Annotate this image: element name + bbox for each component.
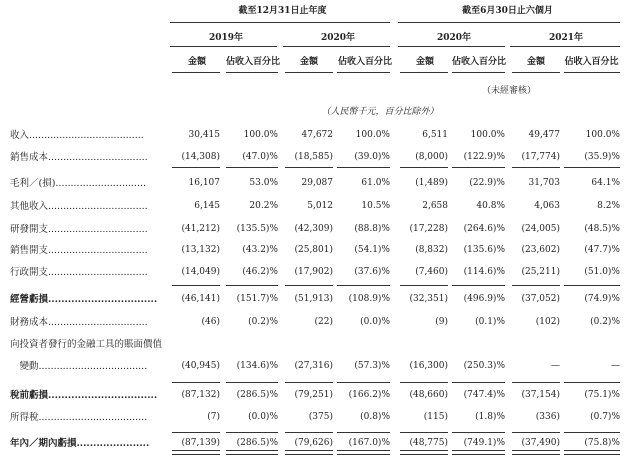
year-rule xyxy=(170,46,277,47)
cell-amount: 2,658 xyxy=(422,201,448,211)
subtotal-rule xyxy=(172,167,220,168)
cell-percent: (22.9)% xyxy=(469,178,505,188)
row-label: 銷售成本................................. xyxy=(10,152,148,163)
subtotal-rule xyxy=(172,382,220,383)
sub-amount: 金額 xyxy=(187,57,206,67)
cell-amount: — xyxy=(551,361,560,371)
year-rule xyxy=(510,46,620,47)
cell-percent: (35.9)% xyxy=(584,152,620,162)
cell-amount: (14,049) xyxy=(181,267,220,277)
cell-amount: (25,801) xyxy=(294,245,333,255)
sub-amount: 金額 xyxy=(415,57,434,67)
total-double-rule xyxy=(337,450,390,455)
cell-percent: (74.9)% xyxy=(584,294,620,304)
subtotal-rule xyxy=(172,285,220,286)
sub-rule xyxy=(172,72,220,73)
subtotal-rule xyxy=(337,285,390,286)
cell-percent: (0.2)% xyxy=(248,317,278,327)
cell-percent: (88.8)% xyxy=(354,224,390,234)
subtotal-rule xyxy=(564,285,620,286)
subtotal-rule xyxy=(400,285,448,286)
cell-percent: 20.2% xyxy=(249,201,278,211)
subtotal-rule xyxy=(226,167,278,168)
cell-amount: (14,308) xyxy=(181,152,220,162)
cell-amount: 5,012 xyxy=(307,201,333,211)
cell-percent: (166.2)% xyxy=(348,390,390,400)
cell-percent: (39.0)% xyxy=(354,152,390,162)
cell-amount: (13,132) xyxy=(181,245,220,255)
cell-amount: (51,913) xyxy=(294,294,333,304)
cell-amount: (48,660) xyxy=(409,390,448,400)
year-rule xyxy=(398,46,505,47)
cell-amount: (25,211) xyxy=(521,267,560,277)
subtotal-rule xyxy=(512,167,560,168)
subtotal-rule xyxy=(337,167,390,168)
cell-amount: 6,145 xyxy=(194,201,220,211)
total-double-rule xyxy=(226,450,278,455)
cell-amount: (41,212) xyxy=(181,224,220,234)
subtotal-rule xyxy=(512,285,560,286)
cell-amount: (46,141) xyxy=(181,294,220,304)
row-label: 稅前虧損................................. xyxy=(10,390,158,401)
cell-amount: (32,351) xyxy=(409,294,448,304)
cell-amount: (87,139) xyxy=(181,438,220,448)
subtotal-rule xyxy=(285,382,333,383)
unaudited-note: （未經審核） xyxy=(481,86,536,96)
row-label: 年內／期內虧損...................... xyxy=(10,438,150,449)
cell-amount: (16,300) xyxy=(409,361,448,371)
cell-amount: (27,316) xyxy=(294,361,333,371)
cell-percent: (75.1)% xyxy=(584,390,620,400)
cell-percent: (0.8)% xyxy=(360,412,390,422)
cell-percent: (250.3)% xyxy=(463,361,505,371)
row-label: 收入...................................... xyxy=(10,130,144,141)
sub-rule xyxy=(512,72,560,73)
cell-amount: (8,832) xyxy=(415,245,448,255)
cell-percent: (747.4)% xyxy=(463,390,505,400)
row-label: 向投資者發行的金融工具的賬面價值 xyxy=(10,339,163,350)
cell-amount: (8,000) xyxy=(415,152,448,162)
cell-percent: 10.5% xyxy=(361,201,390,211)
cell-amount: 49,477 xyxy=(528,130,560,140)
cell-percent: (54.1)% xyxy=(354,245,390,255)
subtotal-rule xyxy=(400,167,448,168)
cell-amount: 31,703 xyxy=(528,178,560,188)
cell-amount: (115) xyxy=(423,412,448,422)
cell-percent: 100.0% xyxy=(585,130,620,140)
cell-percent: (122.9)% xyxy=(463,152,505,162)
cell-percent: (48.5)% xyxy=(584,224,620,234)
cell-amount: 30,415 xyxy=(188,130,220,140)
year-2021-h1: 2021年 xyxy=(548,33,584,43)
cell-percent: (167.0)% xyxy=(348,438,390,448)
subtotal-rule xyxy=(512,432,560,433)
year-2020-fy: 2020年 xyxy=(320,33,356,43)
cell-amount: (1,489) xyxy=(415,178,448,188)
subtotal-rule xyxy=(452,382,505,383)
cell-amount: (40,945) xyxy=(181,361,220,371)
sub-rule xyxy=(285,72,333,73)
cell-amount: 29,087 xyxy=(301,178,333,188)
cell-amount: 47,672 xyxy=(301,130,333,140)
cell-amount: (17,228) xyxy=(409,224,448,234)
subtotal-rule xyxy=(564,382,620,383)
total-double-rule xyxy=(285,450,333,455)
period-full-year: 截至12月31日止年度 xyxy=(238,6,327,16)
subtotal-rule xyxy=(452,432,505,433)
cell-amount: (79,626) xyxy=(294,438,333,448)
cell-amount: (37,490) xyxy=(521,438,560,448)
cell-percent: 64.1% xyxy=(591,178,620,188)
cell-percent: (46.2)% xyxy=(242,267,278,277)
cell-amount: (48,775) xyxy=(409,438,448,448)
cell-percent: 100.0% xyxy=(243,130,278,140)
cell-amount: (46) xyxy=(201,317,220,327)
cell-percent: (286.5)% xyxy=(236,390,278,400)
subtotal-rule xyxy=(564,432,620,433)
row-label: 其他收入................................. xyxy=(10,201,148,212)
cell-amount: (7) xyxy=(207,412,220,422)
sub-rule xyxy=(226,72,278,73)
cell-amount: (9) xyxy=(435,317,448,327)
cell-percent: (51.0)% xyxy=(584,267,620,277)
total-double-rule xyxy=(512,450,560,455)
cell-amount: (102) xyxy=(535,317,560,327)
unit-note: （人民幣千元，百分比除外） xyxy=(321,107,439,117)
period-half-year: 截至6月30日止六個月 xyxy=(462,6,553,16)
cell-percent: (43.2)% xyxy=(242,245,278,255)
cell-percent: (134.6)% xyxy=(236,361,278,371)
cell-amount: 4,063 xyxy=(534,201,560,211)
sub-rule xyxy=(400,72,448,73)
cell-percent: (108.9)% xyxy=(348,294,390,304)
cell-percent: (0.0)% xyxy=(248,412,278,422)
sub-pct: 佔收入百分比 xyxy=(451,57,506,67)
cell-amount: (17,774) xyxy=(521,152,560,162)
year-2019: 2019年 xyxy=(208,33,244,43)
sub-pct: 佔收入百分比 xyxy=(564,57,619,67)
row-label: 研發開支................................. xyxy=(10,224,148,235)
cell-percent: (135.5)% xyxy=(236,224,278,234)
subtotal-rule xyxy=(285,167,333,168)
cell-amount: 6,511 xyxy=(422,130,448,140)
cell-percent: (135.6)% xyxy=(463,245,505,255)
subtotal-rule xyxy=(337,432,390,433)
row-label: 銷售開支................................. xyxy=(10,245,148,256)
sub-amount: 金額 xyxy=(526,57,545,67)
cell-percent: 100.0% xyxy=(355,130,390,140)
cell-amount: (37,154) xyxy=(521,390,560,400)
cell-percent: (496.9)% xyxy=(463,294,505,304)
cell-percent: (286.5)% xyxy=(236,438,278,448)
subtotal-rule xyxy=(512,382,560,383)
total-double-rule xyxy=(400,450,448,455)
cell-amount: (7,460) xyxy=(415,267,448,277)
period-rule-fy xyxy=(170,22,390,23)
row-label: 毛利／(損).............................. xyxy=(10,178,147,189)
total-double-rule xyxy=(564,450,620,455)
cell-amount: (37,052) xyxy=(521,294,560,304)
cell-percent: 53.0% xyxy=(249,178,278,188)
cell-percent: (0.0)% xyxy=(360,317,390,327)
cell-percent: (749.1)% xyxy=(463,438,505,448)
subtotal-rule xyxy=(285,285,333,286)
cell-percent: 8.2% xyxy=(597,201,620,211)
cell-amount: (18,585) xyxy=(294,152,333,162)
cell-amount: (22) xyxy=(314,317,333,327)
cell-percent: (47.0)% xyxy=(242,152,278,162)
sub-pct: 佔收入百分比 xyxy=(337,57,392,67)
subtotal-rule xyxy=(400,432,448,433)
cell-percent: 40.8% xyxy=(476,201,505,211)
cell-percent: (57.3)% xyxy=(354,361,390,371)
cell-percent: (37.6)% xyxy=(354,267,390,277)
row-label: 所得稅.................................... xyxy=(10,412,148,423)
cell-amount: 16,107 xyxy=(188,178,220,188)
cell-percent: — xyxy=(611,361,620,371)
sub-rule xyxy=(564,72,620,73)
cell-amount: (375) xyxy=(308,412,333,422)
sub-rule xyxy=(337,72,390,73)
cell-amount: (24,005) xyxy=(521,224,560,234)
year-2020-h1: 2020年 xyxy=(436,33,472,43)
subtotal-rule xyxy=(400,382,448,383)
cell-percent: (0.1)% xyxy=(475,317,505,327)
cell-amount: (336) xyxy=(535,412,560,422)
row-label: 行政開支................................. xyxy=(10,267,148,278)
cell-amount: (87,132) xyxy=(181,390,220,400)
cell-amount: (42,309) xyxy=(294,224,333,234)
subtotal-rule xyxy=(564,167,620,168)
row-label: 變動.................................... xyxy=(10,361,148,372)
cell-percent: (47.7)% xyxy=(584,245,620,255)
cell-percent: 61.0% xyxy=(361,178,390,188)
subtotal-rule xyxy=(337,382,390,383)
sub-rule xyxy=(452,72,505,73)
total-double-rule xyxy=(452,450,505,455)
total-double-rule xyxy=(172,450,220,455)
subtotal-rule xyxy=(226,432,278,433)
cell-percent: (264.6)% xyxy=(463,224,505,234)
subtotal-rule xyxy=(452,285,505,286)
sub-pct: 佔收入百分比 xyxy=(225,57,280,67)
subtotal-rule xyxy=(285,432,333,433)
cell-percent: (75.8)% xyxy=(584,438,620,448)
sub-amount: 金額 xyxy=(299,57,318,67)
year-rule xyxy=(283,46,390,47)
row-label: 財務成本................................. xyxy=(10,317,148,328)
subtotal-rule xyxy=(452,167,505,168)
cell-amount: (23,602) xyxy=(521,245,560,255)
cell-amount: (79,251) xyxy=(294,390,333,400)
subtotal-rule xyxy=(226,285,278,286)
subtotal-rule xyxy=(172,432,220,433)
cell-percent: 100.0% xyxy=(470,130,505,140)
cell-amount: (17,902) xyxy=(294,267,333,277)
cell-percent: (0.7)% xyxy=(590,412,620,422)
period-rule-h1 xyxy=(398,22,620,23)
cell-percent: (0.2)% xyxy=(590,317,620,327)
subtotal-rule xyxy=(226,382,278,383)
cell-percent: (1.8)% xyxy=(475,412,505,422)
cell-percent: (151.7)% xyxy=(236,294,278,304)
row-label: 經營虧損................................. xyxy=(10,294,158,305)
cell-percent: (114.6)% xyxy=(463,267,505,277)
